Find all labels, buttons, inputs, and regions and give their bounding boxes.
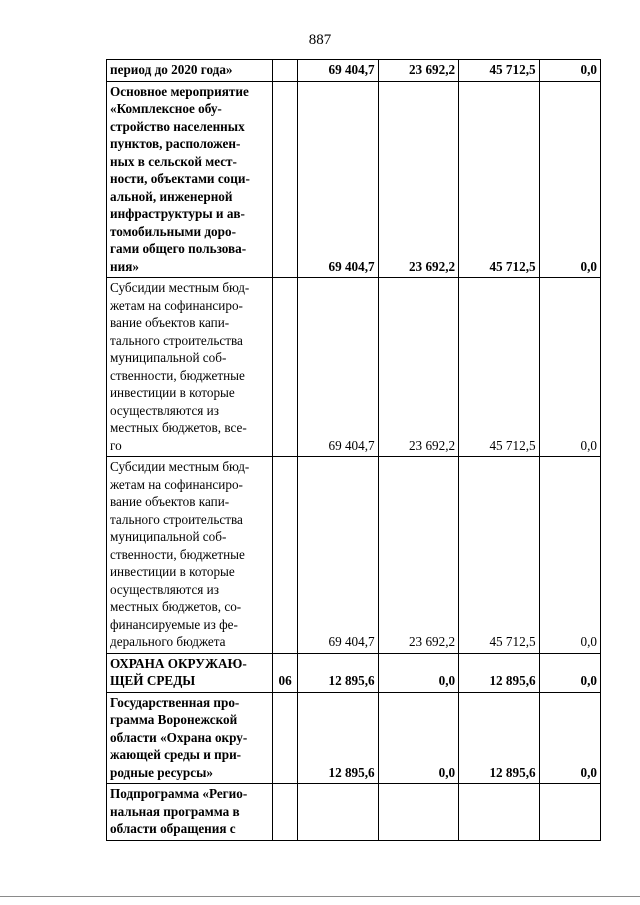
row-name-cell: Подпрограмма «Регио- нальная программа в области обращения с bbox=[107, 784, 273, 841]
row-code-cell bbox=[273, 278, 298, 457]
row-name-cell: Субсидии местным бюд- жетам на софинансиро- вание объектов капи- тального строительства муниципальной соб- ственности, бюджетные инвестиции в которые осуществляются из местных бюджетов, все- го bbox=[107, 278, 273, 457]
row-regional-cell: 45 712,5 bbox=[459, 457, 539, 654]
budget-table bbox=[106, 59, 601, 841]
table-row bbox=[107, 81, 601, 278]
row-name-cell: Основное мероприятие «Комплексное обу- стройство населенных пунктов, расположен- ных в сельской мест- ности, объектами соци- альной, инженерной инфраструктуры и ав- томобильными доро- гами общего пользова- ния» bbox=[107, 81, 273, 278]
row-total-cell bbox=[298, 784, 378, 841]
row-code-cell bbox=[273, 457, 298, 654]
page-bottom-rule bbox=[0, 896, 640, 897]
row-total-cell: 69 404,7 bbox=[298, 81, 378, 278]
row-local-cell bbox=[539, 784, 600, 841]
row-name-cell: ОХРАНА ОКРУЖАЮ- ЩЕЙ СРЕДЫ bbox=[107, 653, 273, 692]
row-total-cell: 69 404,7 bbox=[298, 457, 378, 654]
row-local-cell: 0,0 bbox=[539, 60, 600, 82]
row-code-cell bbox=[273, 784, 298, 841]
row-federal-cell: 23 692,2 bbox=[378, 278, 458, 457]
row-regional-cell bbox=[459, 784, 539, 841]
page-number: 887 bbox=[308, 32, 332, 48]
row-regional-cell: 45 712,5 bbox=[459, 60, 539, 82]
row-code-cell bbox=[273, 692, 298, 784]
row-total-cell: 69 404,7 bbox=[298, 278, 378, 457]
row-regional-cell: 12 895,6 bbox=[459, 653, 539, 692]
row-total-cell: 12 895,6 bbox=[298, 653, 378, 692]
table-row bbox=[107, 278, 601, 457]
row-name-cell: Государственная про- грамма Воронежской области «Охрана окру- жающей среды и при- родные ресурсы» bbox=[107, 692, 273, 784]
table-row bbox=[107, 692, 601, 784]
row-local-cell: 0,0 bbox=[539, 81, 600, 278]
row-code-cell bbox=[273, 81, 298, 278]
row-total-cell: 69 404,7 bbox=[298, 60, 378, 82]
row-local-cell: 0,0 bbox=[539, 457, 600, 654]
row-regional-cell: 45 712,5 bbox=[459, 278, 539, 457]
row-local-cell: 0,0 bbox=[539, 653, 600, 692]
row-regional-cell: 45 712,5 bbox=[459, 81, 539, 278]
row-federal-cell: 0,0 bbox=[378, 692, 458, 784]
row-regional-cell: 12 895,6 bbox=[459, 692, 539, 784]
row-code-cell: 06 bbox=[273, 653, 298, 692]
row-code-cell bbox=[273, 60, 298, 82]
row-federal-cell: 0,0 bbox=[378, 653, 458, 692]
row-local-cell: 0,0 bbox=[539, 278, 600, 457]
table-row bbox=[107, 653, 601, 692]
table-row bbox=[107, 784, 601, 841]
row-federal-cell bbox=[378, 784, 458, 841]
row-total-cell: 12 895,6 bbox=[298, 692, 378, 784]
row-name-cell: Субсидии местным бюд- жетам на софинансиро- вание объектов капи- тального строительства муниципальной соб- ственности, бюджетные инвестиции в которые осуществляются из местных бюджетов, со- финансируемые из фе- дерального бюджета bbox=[107, 457, 273, 654]
row-federal-cell: 23 692,2 bbox=[378, 60, 458, 82]
row-name-cell: период до 2020 года» bbox=[107, 60, 273, 82]
row-federal-cell: 23 692,2 bbox=[378, 457, 458, 654]
row-local-cell: 0,0 bbox=[539, 692, 600, 784]
table-row bbox=[107, 60, 601, 82]
table-row bbox=[107, 457, 601, 654]
row-federal-cell: 23 692,2 bbox=[378, 81, 458, 278]
